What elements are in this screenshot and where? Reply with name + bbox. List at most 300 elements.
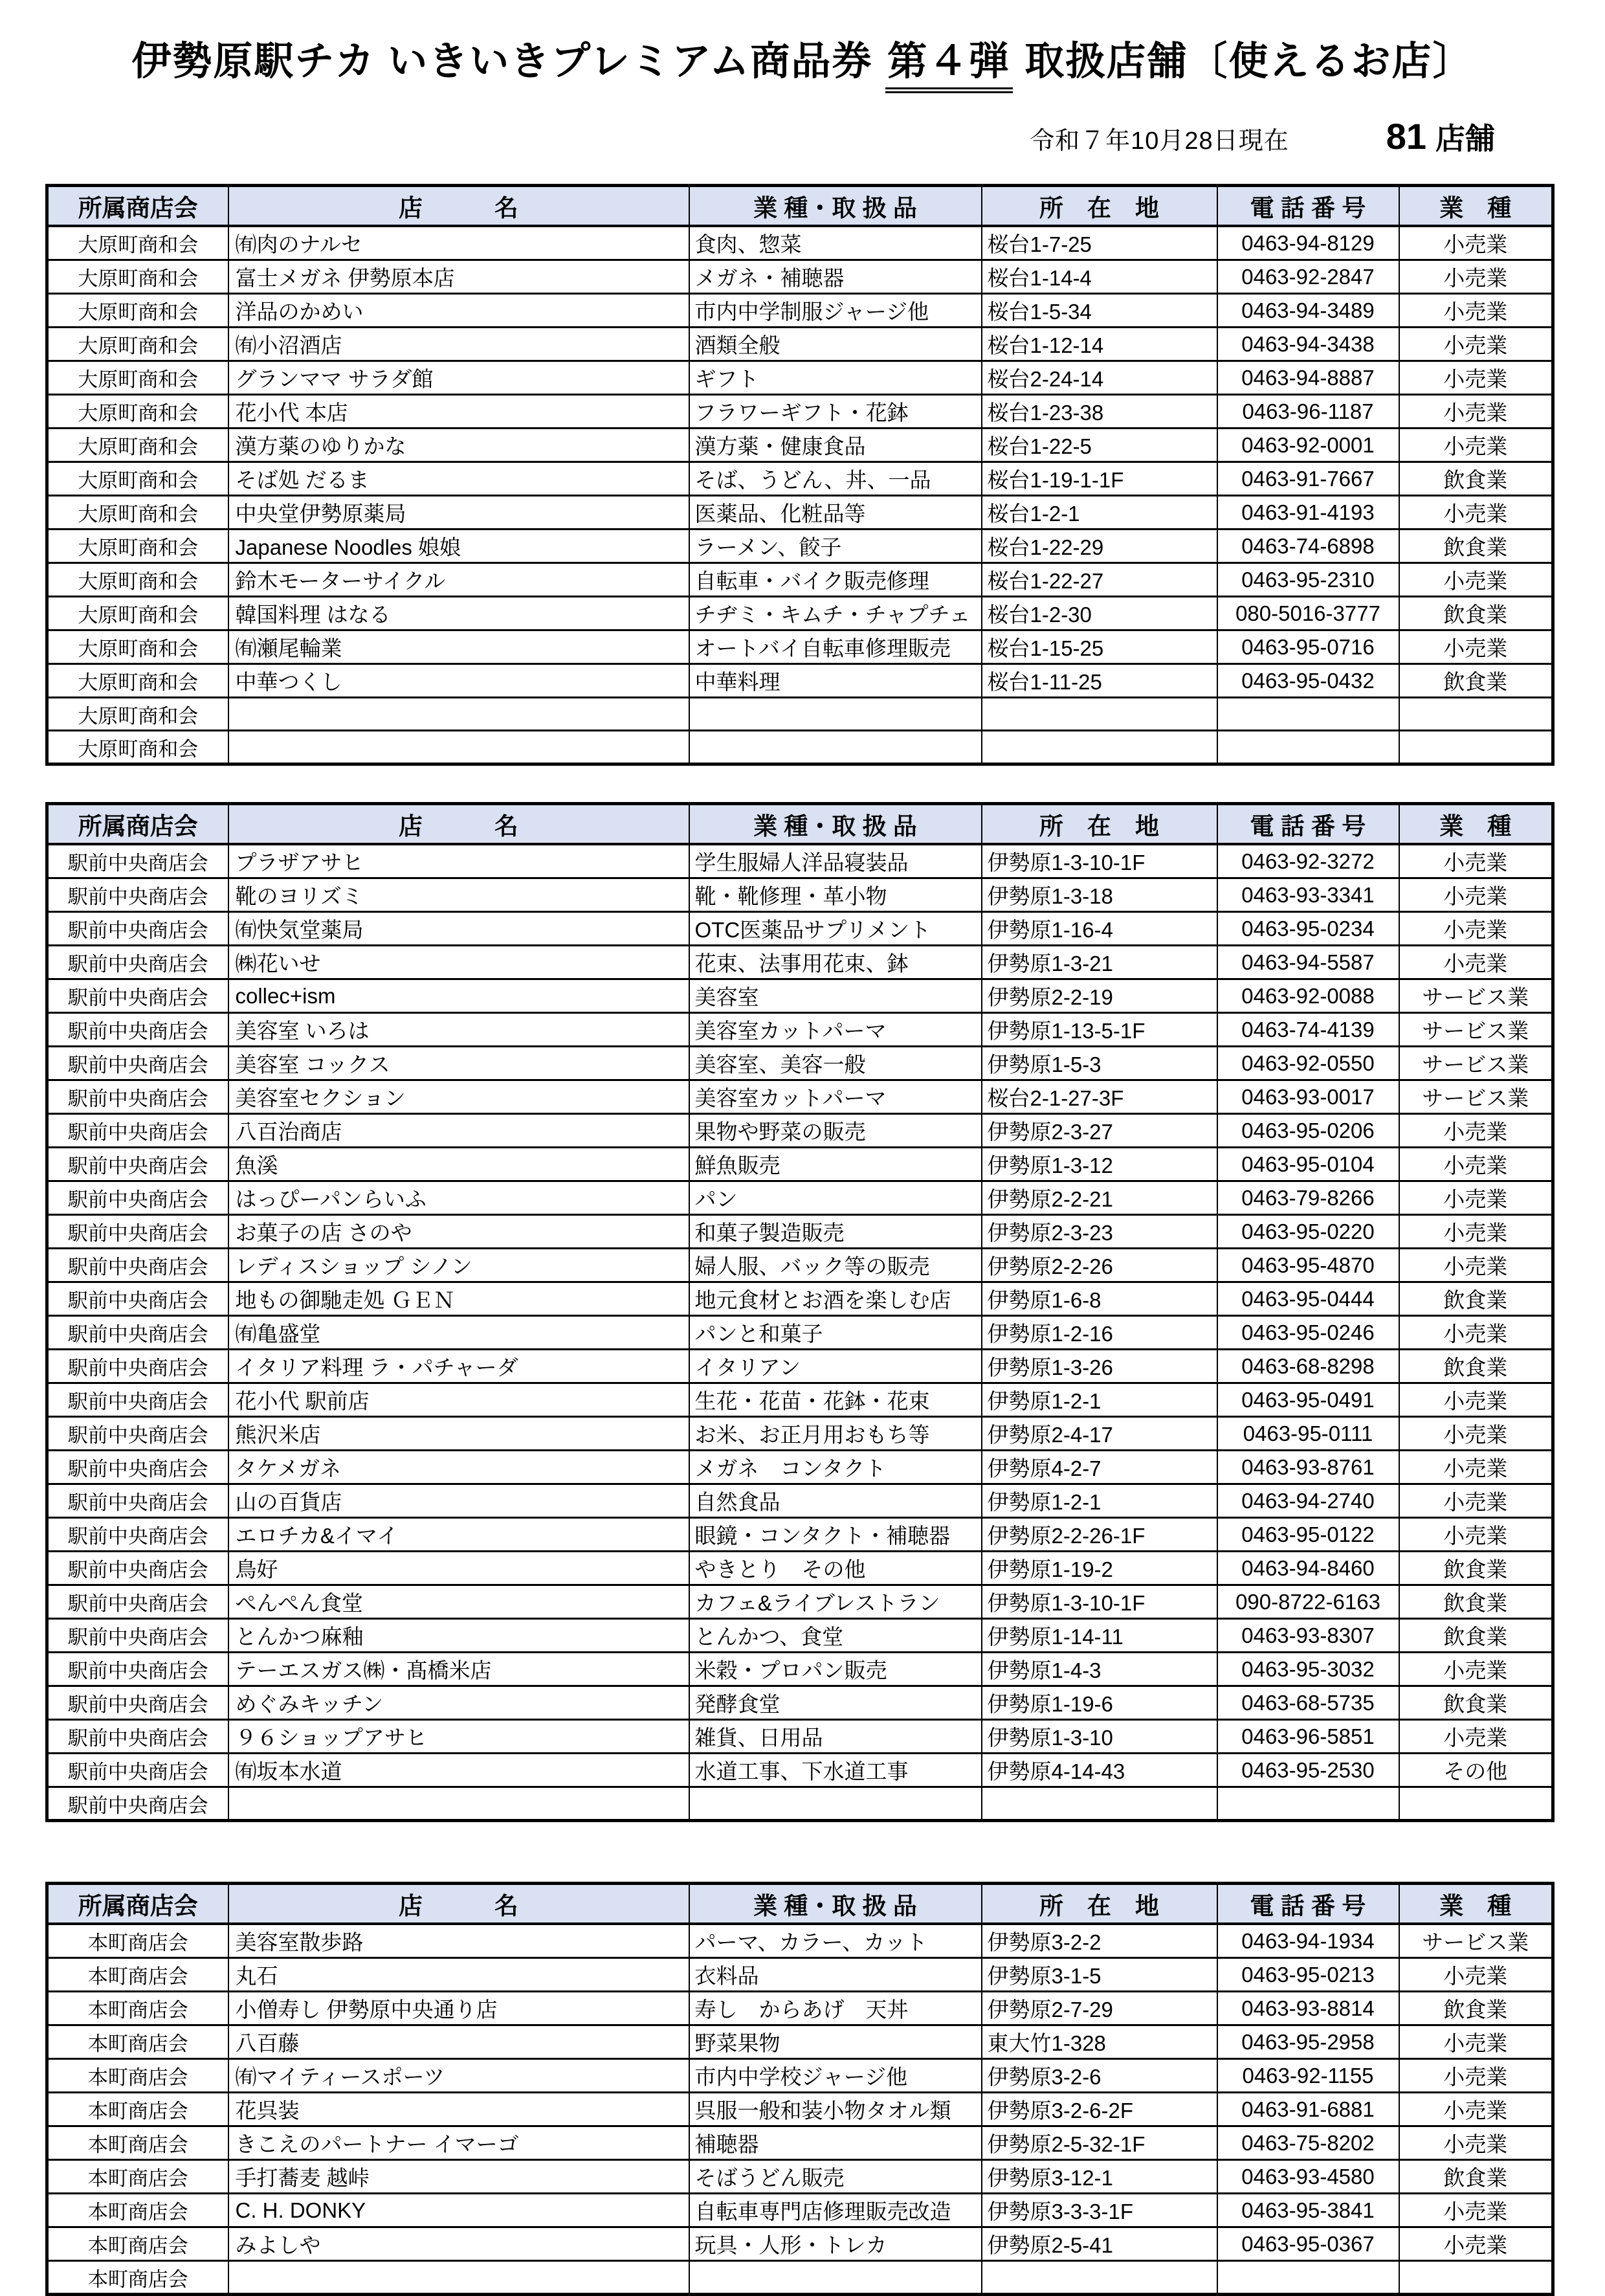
cell-store-name: 鈴木モーターサイクル	[228, 563, 689, 597]
cell-goods: 婦人服、バック等の販売	[689, 1249, 982, 1282]
cell-phone: 0463-95-0246	[1217, 1316, 1399, 1350]
table-row	[47, 2194, 1553, 2227]
cell-address: 桜台1-2-30	[982, 597, 1217, 630]
cell-category: 小売業	[1399, 361, 1553, 395]
cell-association: 大原町商和会	[47, 462, 228, 496]
cell-address: 桜台1-23-38	[982, 395, 1217, 429]
cell-store-name: 小僧寿し 伊勢原中央通り店	[228, 1992, 689, 2025]
cell-association: 駅前中央商店会	[47, 946, 228, 979]
cell-category: 飲食業	[1399, 664, 1553, 698]
cell-association: 本町商店会	[47, 2093, 228, 2126]
cell-address: 桜台1-5-34	[982, 294, 1217, 328]
table-row	[47, 2160, 1553, 2194]
cell-phone: 0463-95-0122	[1217, 1518, 1399, 1552]
cell-store-name: ㈲小沼酒店	[228, 328, 689, 361]
table-row	[47, 2025, 1553, 2059]
table-row	[47, 260, 1553, 294]
cell-category: 小売業	[1399, 1484, 1553, 1518]
cell-address: 伊勢原1-6-8	[982, 1282, 1217, 1316]
cell-phone: 0463-95-2310	[1217, 563, 1399, 597]
cell-address: 桜台1-22-29	[982, 529, 1217, 563]
cell-phone: 0463-93-8307	[1217, 1619, 1399, 1653]
cell-association: 駅前中央商店会	[47, 1484, 228, 1518]
cell-phone: 0463-92-3272	[1217, 844, 1399, 878]
cell-category: 小売業	[1399, 1958, 1553, 1992]
cell-goods: 果物や野菜の販売	[689, 1114, 982, 1148]
table-row	[47, 1754, 1553, 1787]
cell-store-name: イタリア料理 ラ・パチャーダ	[228, 1350, 689, 1383]
cell-goods: ラーメン、餃子	[689, 529, 982, 563]
cell-store-name: きこえのパートナー イマーゴ	[228, 2126, 689, 2160]
cell-store-name: ㈲快気堂薬局	[228, 912, 689, 946]
cell-address: 伊勢原1-19-6	[982, 1686, 1217, 1720]
cell-association: 本町商店会	[47, 1992, 228, 2025]
table-row	[47, 2093, 1553, 2126]
cell-address: 伊勢原2-7-29	[982, 1992, 1217, 2025]
cell-phone: 0463-91-4193	[1217, 496, 1399, 529]
cell-store-name: そば処 だるま	[228, 462, 689, 496]
cell-goods: お米、お正月用おもち等	[689, 1417, 982, 1451]
header-store-name: 店 名	[228, 186, 689, 227]
cell-phone: 0463-95-0444	[1217, 1282, 1399, 1316]
cell-category: 小売業	[1399, 912, 1553, 946]
cell-goods: 自転車・バイク販売修理	[689, 563, 982, 597]
table-row	[47, 946, 1553, 979]
cell-goods: OTC医薬品サプリメント	[689, 912, 982, 946]
cell-phone: 0463-92-0001	[1217, 429, 1399, 462]
cell-goods: チヂミ・キムチ・チャプチェ	[689, 597, 982, 630]
cell-category: 飲食業	[1399, 2160, 1553, 2194]
cell-store-name: ９６ショップアサヒ	[228, 1720, 689, 1754]
table-row	[47, 429, 1553, 462]
cell-association: 本町商店会	[47, 1958, 228, 1992]
cell-phone: 0463-95-0716	[1217, 630, 1399, 664]
cell-store-name: 丸石	[228, 1958, 689, 1992]
cell-address: 伊勢原3-3-3-1F	[982, 2194, 1217, 2227]
cell-category: 小売業	[1399, 429, 1553, 462]
cell-goods: 花束、法事用花束、鉢	[689, 946, 982, 979]
cell-phone	[1217, 698, 1399, 731]
cell-category	[1399, 698, 1553, 731]
cell-association: 駅前中央商店会	[47, 1619, 228, 1653]
table-row	[47, 1215, 1553, 1249]
cell-association: 本町商店会	[47, 2227, 228, 2261]
header-address: 所 在 地	[982, 186, 1217, 227]
cell-association: 駅前中央商店会	[47, 912, 228, 946]
cell-phone: 0463-95-4870	[1217, 1249, 1399, 1282]
cell-address: 桜台2-24-14	[982, 361, 1217, 395]
cell-store-name: 山の百貨店	[228, 1484, 689, 1518]
cell-address	[982, 1787, 1217, 1821]
cell-phone: 0463-95-0234	[1217, 912, 1399, 946]
cell-address: 伊勢原1-3-18	[982, 878, 1217, 912]
header-category: 業 種	[1399, 186, 1553, 227]
table-row	[47, 1518, 1553, 1552]
header-category: 業 種	[1399, 804, 1553, 845]
as-of-date: 令和７年10月28日現在	[1030, 128, 1289, 155]
cell-store-name: ㈲肉のナルセ	[228, 226, 689, 260]
cell-store-name: 富士メガネ 伊勢原本店	[228, 260, 689, 294]
cell-goods: 中華料理	[689, 664, 982, 698]
cell-phone: 0463-94-2740	[1217, 1484, 1399, 1518]
cell-goods: 自転車専門店修理販売改造	[689, 2194, 982, 2227]
table-row	[47, 1924, 1553, 1958]
cell-store-name: 八百藤	[228, 2025, 689, 2059]
cell-category: 小売業	[1399, 1720, 1553, 1754]
cell-address: 桜台1-11-25	[982, 664, 1217, 698]
table-row	[47, 664, 1553, 698]
cell-goods: 自然食品	[689, 1484, 982, 1518]
cell-phone: 0463-95-0104	[1217, 1148, 1399, 1181]
cell-store-name: ㈱花いせ	[228, 946, 689, 979]
cell-phone: 0463-74-6898	[1217, 529, 1399, 563]
cell-phone: 0463-94-8460	[1217, 1552, 1399, 1585]
cell-category: 小売業	[1399, 1148, 1553, 1181]
cell-store-name: 美容室 いろは	[228, 1013, 689, 1047]
cell-goods	[689, 731, 982, 764]
cell-address: 伊勢原1-3-10-1F	[982, 844, 1217, 878]
table-row	[47, 1013, 1553, 1047]
cell-goods: メガネ・補聴器	[689, 260, 982, 294]
table-row	[47, 529, 1553, 563]
cell-address: 伊勢原2-2-21	[982, 1181, 1217, 1215]
cell-store-name: はっぴーパンらいふ	[228, 1181, 689, 1215]
table-row	[47, 844, 1553, 878]
cell-goods: 医薬品、化粧品等	[689, 496, 982, 529]
cell-association: 大原町商和会	[47, 294, 228, 328]
table-row	[47, 630, 1553, 664]
cell-category: 小売業	[1399, 1249, 1553, 1282]
cell-store-name: とんかつ麻釉	[228, 1619, 689, 1653]
title-edition-underlined: 第４弾	[885, 30, 1013, 93]
cell-phone	[1217, 731, 1399, 764]
cell-goods: 和菓子製造販売	[689, 1215, 982, 1249]
table-honcho-shotenkai	[45, 1882, 1555, 2296]
cell-goods: 市内中学校ジャージ他	[689, 2059, 982, 2093]
cell-store-name: 花小代 本店	[228, 395, 689, 429]
store-count-unit: 店舗	[1435, 122, 1495, 155]
header-phone: 電 話 番 号	[1217, 804, 1399, 845]
cell-store-name: ぺんぺん食堂	[228, 1585, 689, 1619]
cell-store-name: 地もの御馳走処 ＧＥＮ	[228, 1282, 689, 1316]
table-row	[47, 226, 1553, 260]
cell-association: 駅前中央商店会	[47, 844, 228, 878]
cell-goods: メガネ コンタクト	[689, 1451, 982, 1484]
cell-goods: 野菜果物	[689, 2025, 982, 2059]
cell-store-name: 熊沢米店	[228, 1417, 689, 1451]
cell-category: 小売業	[1399, 328, 1553, 361]
cell-address: 桜台1-14-4	[982, 260, 1217, 294]
cell-association: 大原町商和会	[47, 496, 228, 529]
cell-phone: 090-8722-6163	[1217, 1585, 1399, 1619]
cell-category: 飲食業	[1399, 529, 1553, 563]
cell-goods: とんかつ、食堂	[689, 1619, 982, 1653]
cell-phone: 0463-95-2530	[1217, 1754, 1399, 1787]
table-row	[47, 1992, 1553, 2025]
cell-store-name: プラザアサヒ	[228, 844, 689, 878]
table-row	[47, 597, 1553, 630]
cell-association: 駅前中央商店会	[47, 1383, 228, 1417]
cell-association: 駅前中央商店会	[47, 1686, 228, 1720]
cell-category: 飲食業	[1399, 462, 1553, 496]
cell-address: 伊勢原1-3-10-1F	[982, 1585, 1217, 1619]
cell-goods: 美容室カットパーマ	[689, 1013, 982, 1047]
cell-category: サービス業	[1399, 979, 1553, 1013]
cell-category: 飲食業	[1399, 1350, 1553, 1383]
table-row	[47, 496, 1553, 529]
table-row	[47, 1114, 1553, 1148]
cell-phone: 0463-96-5851	[1217, 1720, 1399, 1754]
cell-association: 大原町商和会	[47, 361, 228, 395]
cell-store-name: 美容室散歩路	[228, 1924, 689, 1958]
cell-association: 大原町商和会	[47, 731, 228, 764]
cell-association: 駅前中央商店会	[47, 878, 228, 912]
cell-goods: 酒類全般	[689, 328, 982, 361]
cell-category	[1399, 731, 1553, 764]
cell-category: 小売業	[1399, 260, 1553, 294]
cell-phone: 0463-95-3032	[1217, 1653, 1399, 1686]
table-row	[47, 1350, 1553, 1383]
cell-goods: 呉服一般和装小物タオル類	[689, 2093, 982, 2126]
cell-address	[982, 731, 1217, 764]
cell-category: 小売業	[1399, 2059, 1553, 2093]
cell-association: 大原町商和会	[47, 395, 228, 429]
cell-address: 伊勢原1-2-1	[982, 1484, 1217, 1518]
cell-association: 大原町商和会	[47, 226, 228, 260]
cell-association: 本町商店会	[47, 2126, 228, 2160]
cell-category: 小売業	[1399, 563, 1553, 597]
table-ekimae-chuo-shotenkai	[45, 802, 1555, 1822]
cell-goods: イタリアン	[689, 1350, 982, 1383]
meta-row	[0, 115, 1605, 158]
cell-goods: 雑貨、日用品	[689, 1720, 982, 1754]
cell-store-name: グランママ サラダ館	[228, 361, 689, 395]
cell-category: 飲食業	[1399, 1619, 1553, 1653]
store-count-number: 81	[1386, 116, 1426, 157]
cell-phone	[1217, 1787, 1399, 1821]
cell-address: 伊勢原3-2-6-2F	[982, 2093, 1217, 2126]
cell-store-name: 鳥好	[228, 1552, 689, 1585]
cell-store-name: エロチカ&イマイ	[228, 1518, 689, 1552]
cell-category: 小売業	[1399, 1215, 1553, 1249]
header-address: 所 在 地	[982, 804, 1217, 845]
cell-association: 駅前中央商店会	[47, 1417, 228, 1451]
cell-phone: 0463-92-1155	[1217, 2059, 1399, 2093]
cell-store-name: 靴のヨリズミ	[228, 878, 689, 912]
header-association: 所属商店会	[47, 804, 228, 845]
cell-goods: 美容室	[689, 979, 982, 1013]
cell-phone: 0463-92-0550	[1217, 1047, 1399, 1080]
table-row	[47, 361, 1553, 395]
cell-goods: 美容室、美容一般	[689, 1047, 982, 1080]
cell-category: 飲食業	[1399, 1282, 1553, 1316]
cell-association: 大原町商和会	[47, 529, 228, 563]
cell-address: 伊勢原2-2-26	[982, 1249, 1217, 1282]
cell-category: 小売業	[1399, 844, 1553, 878]
cell-association: 駅前中央商店会	[47, 1047, 228, 1080]
cell-address: 伊勢原2-3-23	[982, 1215, 1217, 1249]
cell-store-name: 魚溪	[228, 1148, 689, 1181]
cell-goods: そばうどん販売	[689, 2160, 982, 2194]
cell-store-name: タケメガネ	[228, 1451, 689, 1484]
cell-store-name: 韓国料理 はなる	[228, 597, 689, 630]
table-row	[47, 878, 1553, 912]
table-header-row	[47, 1884, 1553, 1924]
cell-category: 飲食業	[1399, 1992, 1553, 2025]
table-row	[47, 2227, 1553, 2261]
cell-category: 小売業	[1399, 2227, 1553, 2261]
store-count	[1386, 115, 1495, 158]
cell-association: 駅前中央商店会	[47, 979, 228, 1013]
cell-association: 駅前中央商店会	[47, 1215, 228, 1249]
cell-address: 伊勢原1-16-4	[982, 912, 1217, 946]
table-row	[47, 1653, 1553, 1686]
cell-phone: 0463-95-0432	[1217, 664, 1399, 698]
header-goods: 業 種・取 扱 品	[689, 1884, 982, 1924]
table-row	[47, 294, 1553, 328]
cell-store-name: 花小代 駅前店	[228, 1383, 689, 1417]
cell-address: 桜台2-1-27-3F	[982, 1080, 1217, 1114]
cell-phone: 0463-79-8266	[1217, 1181, 1399, 1215]
cell-phone: 0463-94-8887	[1217, 361, 1399, 395]
table-row	[47, 1686, 1553, 1720]
cell-address: 伊勢原2-5-41	[982, 2227, 1217, 2261]
cell-address: 東大竹1-328	[982, 2025, 1217, 2059]
cell-goods: 美容室カットパーマ	[689, 1080, 982, 1114]
cell-store-name: 美容室セクション	[228, 1080, 689, 1114]
table-row	[47, 1316, 1553, 1350]
cell-store-name: C. H. DONKY	[228, 2194, 689, 2227]
table-row	[47, 2059, 1553, 2093]
cell-goods: フラワーギフト・花鉢	[689, 395, 982, 429]
cell-goods: やきとり その他	[689, 1552, 982, 1585]
cell-address: 伊勢原3-1-5	[982, 1958, 1217, 1992]
table-row	[47, 2126, 1553, 2160]
cell-category: 小売業	[1399, 1316, 1553, 1350]
cell-store-name: Japanese Noodles 娘娘	[228, 529, 689, 563]
cell-category: 小売業	[1399, 496, 1553, 529]
table-row	[47, 1047, 1553, 1080]
header-address: 所 在 地	[982, 1884, 1217, 1924]
cell-category: 小売業	[1399, 1518, 1553, 1552]
cell-association: 駅前中央商店会	[47, 1148, 228, 1181]
table-row	[47, 1619, 1553, 1653]
cell-phone: 0463-94-3489	[1217, 294, 1399, 328]
cell-address: 桜台1-19-1-1F	[982, 462, 1217, 496]
cell-category: サービス業	[1399, 1047, 1553, 1080]
cell-store-name: ㈲坂本水道	[228, 1754, 689, 1787]
cell-category: 小売業	[1399, 1383, 1553, 1417]
cell-goods: カフェ&ライブレストラン	[689, 1585, 982, 1619]
cell-category: 小売業	[1399, 2025, 1553, 2059]
cell-store-name	[228, 1787, 689, 1821]
cell-address: 桜台1-15-25	[982, 630, 1217, 664]
cell-address: 桜台1-22-5	[982, 429, 1217, 462]
table-row	[47, 1417, 1553, 1451]
cell-phone: 0463-93-4580	[1217, 2160, 1399, 2194]
cell-category	[1399, 1787, 1553, 1821]
cell-association: 駅前中央商店会	[47, 1720, 228, 1754]
page-title	[0, 0, 1605, 93]
table-row	[47, 328, 1553, 361]
cell-category: 小売業	[1399, 1114, 1553, 1148]
cell-category: 小売業	[1399, 1417, 1553, 1451]
cell-phone	[1217, 2261, 1399, 2295]
cell-association: 本町商店会	[47, 2194, 228, 2227]
title-text-after: 取扱店舗〔使えるお店〕	[1012, 39, 1474, 83]
cell-category: 飲食業	[1399, 597, 1553, 630]
cell-store-name: 美容室 コックス	[228, 1047, 689, 1080]
table-header-row	[47, 804, 1553, 845]
table-row	[47, 2261, 1553, 2295]
cell-phone: 080-5016-3777	[1217, 597, 1399, 630]
cell-address: 伊勢原1-2-16	[982, 1316, 1217, 1350]
cell-phone: 0463-75-8202	[1217, 2126, 1399, 2160]
table-row	[47, 462, 1553, 496]
cell-category: 小売業	[1399, 878, 1553, 912]
cell-address: 桜台1-2-1	[982, 496, 1217, 529]
cell-store-name: めぐみキッチン	[228, 1686, 689, 1720]
cell-association: 大原町商和会	[47, 597, 228, 630]
table-row	[47, 1958, 1553, 1992]
cell-goods	[689, 698, 982, 731]
cell-address: 桜台1-7-25	[982, 226, 1217, 260]
cell-goods: パン	[689, 1181, 982, 1215]
cell-association: 大原町商和会	[47, 630, 228, 664]
cell-store-name: 漢方薬のゆりかな	[228, 429, 689, 462]
cell-association: 駅前中央商店会	[47, 1754, 228, 1787]
cell-association: 本町商店会	[47, 2261, 228, 2295]
cell-association: 大原町商和会	[47, 664, 228, 698]
cell-association: 駅前中央商店会	[47, 1282, 228, 1316]
cell-category: 小売業	[1399, 1653, 1553, 1686]
cell-address	[982, 2261, 1217, 2295]
cell-phone: 0463-68-8298	[1217, 1350, 1399, 1383]
cell-phone: 0463-93-8814	[1217, 1992, 1399, 2025]
cell-category: 飲食業	[1399, 1686, 1553, 1720]
cell-phone: 0463-68-5735	[1217, 1686, 1399, 1720]
cell-category: 小売業	[1399, 294, 1553, 328]
cell-phone: 0463-95-2958	[1217, 2025, 1399, 2059]
cell-address: 伊勢原1-4-3	[982, 1653, 1217, 1686]
cell-phone: 0463-95-0367	[1217, 2227, 1399, 2261]
cell-store-name: 花呉装	[228, 2093, 689, 2126]
cell-address: 伊勢原2-2-26-1F	[982, 1518, 1217, 1552]
table-row	[47, 1787, 1553, 1821]
cell-category: サービス業	[1399, 1013, 1553, 1047]
header-goods: 業 種・取 扱 品	[689, 186, 982, 227]
table-row	[47, 1080, 1553, 1114]
cell-association: 本町商店会	[47, 1924, 228, 1958]
cell-category: 小売業	[1399, 1181, 1553, 1215]
cell-association: 駅前中央商店会	[47, 1451, 228, 1484]
cell-association: 駅前中央商店会	[47, 1653, 228, 1686]
cell-association: 駅前中央商店会	[47, 1249, 228, 1282]
cell-address: 伊勢原2-2-19	[982, 979, 1217, 1013]
cell-category: 小売業	[1399, 630, 1553, 664]
cell-association: 駅前中央商店会	[47, 1350, 228, 1383]
cell-goods: 生花・花苗・花鉢・花束	[689, 1383, 982, 1417]
cell-category: その他	[1399, 1754, 1553, 1787]
cell-association: 駅前中央商店会	[47, 1181, 228, 1215]
cell-phone: 0463-94-8129	[1217, 226, 1399, 260]
cell-phone: 0463-95-0206	[1217, 1114, 1399, 1148]
header-store-name: 店 名	[228, 1884, 689, 1924]
cell-goods: 眼鏡・コンタクト・補聴器	[689, 1518, 982, 1552]
cell-address: 伊勢原1-14-11	[982, 1619, 1217, 1653]
header-store-name: 店 名	[228, 804, 689, 845]
cell-association: 駅前中央商店会	[47, 1518, 228, 1552]
